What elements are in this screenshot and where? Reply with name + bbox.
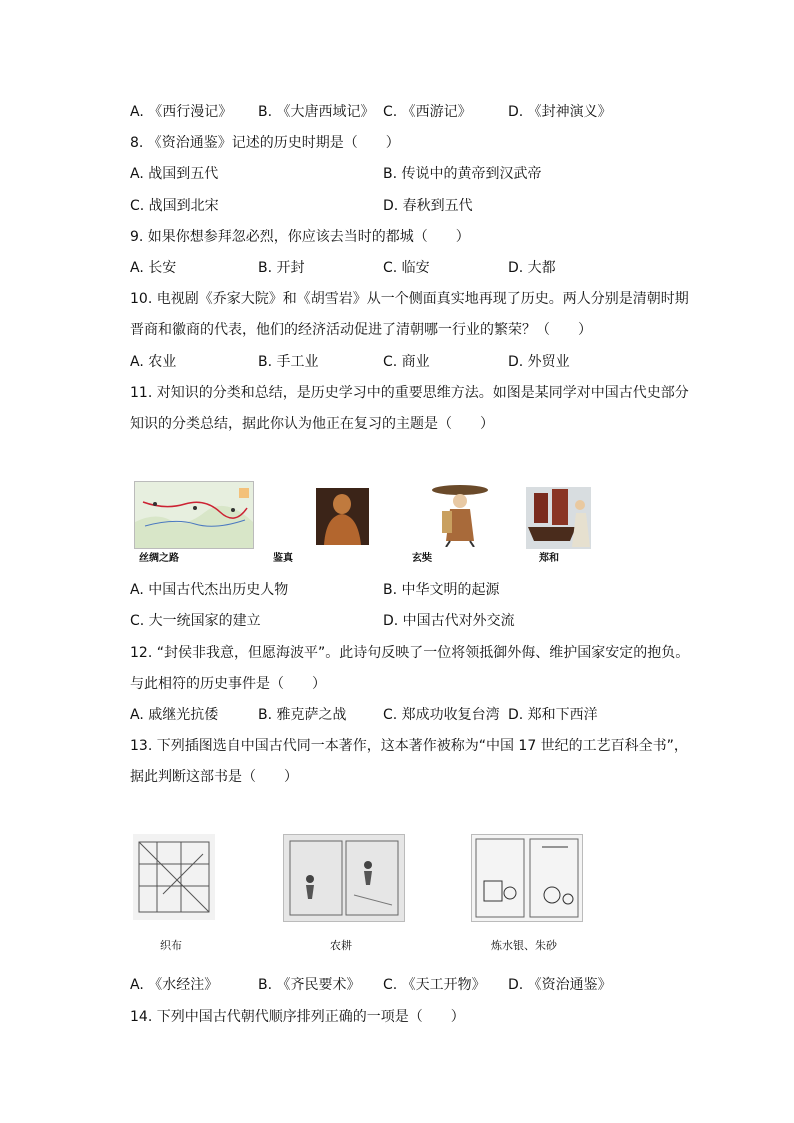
q8-option-b[interactable]: B. 传说中的黄帝到汉武帝 [383,166,542,182]
xuanzang-image [428,481,492,547]
q9-option-c[interactable]: C. 临安 [383,260,430,276]
q13-option-a[interactable]: A. 《水经注》 [130,977,219,993]
q11-stem-line2: 知识的分类总结，据此你认为他正在复习的主题是（ ） [130,416,494,432]
q8-option-c[interactable]: C. 战国到北宋 [130,198,219,214]
q13-option-b[interactable]: B. 《齐民要术》 [258,977,361,993]
zheng-he-ship-image [526,487,591,549]
q11-caption-xuanzang: 玄奘 [412,553,432,564]
q11-caption-silk-road: 丝绸之路 [139,553,179,564]
q13-stem-line2: 据此判断这部书是（ ） [130,769,298,785]
q10-option-a[interactable]: A. 农业 [130,354,177,370]
q13-caption-weaving: 织布 [160,939,182,952]
q10-stem-line2: 晋商和徽商的代表，他们的经济活动促进了清朝哪一行业的繁荣？（ ） [130,322,592,338]
q13-stem-line1: 13. 下列插图选自中国古代同一本著作，这本著作被称为“中国 17 世纪的工艺百科全书”， [130,738,688,754]
q13-caption-mercury: 炼水银、朱砂 [491,939,557,952]
q11-option-c[interactable]: C. 大一统国家的建立 [130,613,261,629]
q7-option-c[interactable]: C. 《西游记》 [383,104,472,120]
q12-option-a[interactable]: A. 戚继光抗倭 [130,707,219,723]
q10-option-b[interactable]: B. 手工业 [258,354,319,370]
silk-road-map-image [134,481,254,549]
q13-option-d[interactable]: D. 《资治通鉴》 [508,977,612,993]
jianzhen-statue-image [316,488,369,545]
q11-stem-line1: 11. 对知识的分类和总结，是历史学习中的重要思维方法。如图是某同学对中国古代史部分 [130,385,689,401]
q12-stem-line1: 12. “封侯非我意，但愿海波平”。此诗句反映了一位将领抵御外侮、维护国家安定的抱负。 [130,645,690,661]
q11-caption-jianzhen: 鉴真 [273,553,293,564]
q10-option-c[interactable]: C. 商业 [383,354,430,370]
q12-option-c[interactable]: C. 郑成功收复台湾 [383,707,500,723]
q9-option-a[interactable]: A. 长安 [130,260,177,276]
q9-stem: 9. 如果你想参拜忽必烈，你应该去当时的都城（ ） [130,229,470,245]
q8-option-d[interactable]: D. 春秋到五代 [383,198,473,214]
q9-option-d[interactable]: D. 大都 [508,260,556,276]
q11-caption-zhenghe: 郑和 [539,553,559,564]
q14-stem: 14. 下列中国古代朝代顺序排列正确的一项是（ ） [130,1009,465,1025]
q7-option-a[interactable]: A. 《西行漫记》 [130,104,233,120]
weaving-illustration-image [133,834,215,920]
q7-option-b[interactable]: B. 《大唐西域记》 [258,104,375,120]
q10-stem-line1: 10. 电视剧《乔家大院》和《胡雪岩》从一个侧面真实地再现了历史。两人分别是清朝时期 [130,291,689,307]
q12-option-b[interactable]: B. 雅克萨之战 [258,707,347,723]
mercury-refining-illustration-image [471,834,583,922]
q8-stem: 8. 《资治通鉴》记述的历史时期是（ ） [130,135,400,151]
q7-option-d[interactable]: D. 《封神演义》 [508,104,612,120]
q11-option-b[interactable]: B. 中华文明的起源 [383,582,500,598]
q9-option-b[interactable]: B. 开封 [258,260,305,276]
q13-option-c[interactable]: C. 《天工开物》 [383,977,486,993]
q10-option-d[interactable]: D. 外贸业 [508,354,570,370]
q12-option-d[interactable]: D. 郑和下西洋 [508,707,598,723]
q12-stem-line2: 与此相符的历史事件是（ ） [130,676,326,692]
q11-option-d[interactable]: D. 中国古代对外交流 [383,613,515,629]
q13-caption-farming: 农耕 [330,939,352,952]
q11-option-a[interactable]: A. 中国古代杰出历史人物 [130,582,289,598]
farming-illustration-image [283,834,405,922]
q8-option-a[interactable]: A. 战国到五代 [130,166,219,182]
